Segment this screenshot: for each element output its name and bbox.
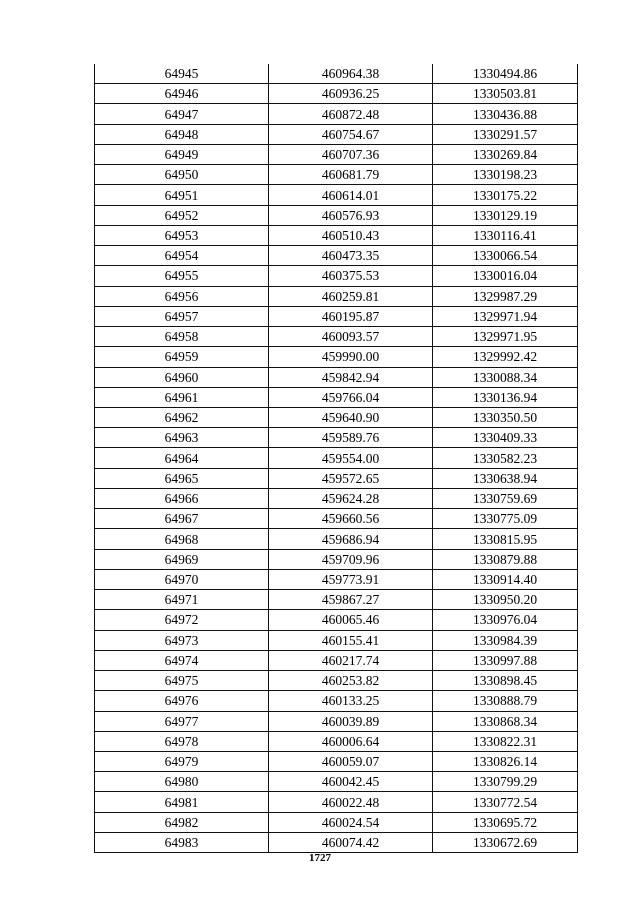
x-coordinate-cell: 460614.01 xyxy=(269,185,433,205)
x-coordinate-cell: 460473.35 xyxy=(269,246,433,266)
x-coordinate-cell: 459867.27 xyxy=(269,590,433,610)
table-row xyxy=(95,104,578,124)
point-id-cell: 64965 xyxy=(95,468,269,488)
table-row xyxy=(95,124,578,144)
x-coordinate-cell: 460872.48 xyxy=(269,104,433,124)
table-row xyxy=(95,407,578,427)
x-coordinate-cell: 460217.74 xyxy=(269,650,433,670)
point-id-cell: 64979 xyxy=(95,751,269,771)
table-row xyxy=(95,812,578,832)
x-coordinate-cell: 459554.00 xyxy=(269,448,433,468)
y-coordinate-cell: 1330868.34 xyxy=(433,711,578,731)
table-row xyxy=(95,64,578,84)
table-row xyxy=(95,610,578,630)
table-row xyxy=(95,246,578,266)
x-coordinate-cell: 459640.90 xyxy=(269,407,433,427)
table-row xyxy=(95,286,578,306)
y-coordinate-cell: 1330772.54 xyxy=(433,792,578,812)
y-coordinate-cell: 1330409.33 xyxy=(433,428,578,448)
y-coordinate-cell: 1330638.94 xyxy=(433,468,578,488)
table-row xyxy=(95,266,578,286)
x-coordinate-cell: 460042.45 xyxy=(269,772,433,792)
y-coordinate-cell: 1330984.39 xyxy=(433,630,578,650)
point-id-cell: 64961 xyxy=(95,387,269,407)
x-coordinate-cell: 459589.76 xyxy=(269,428,433,448)
point-id-cell: 64978 xyxy=(95,731,269,751)
y-coordinate-cell: 1330291.57 xyxy=(433,124,578,144)
y-coordinate-cell: 1330350.50 xyxy=(433,407,578,427)
y-coordinate-cell: 1330695.72 xyxy=(433,812,578,832)
table-row xyxy=(95,205,578,225)
y-coordinate-cell: 1330976.04 xyxy=(433,610,578,630)
table-row xyxy=(95,468,578,488)
y-coordinate-cell: 1329987.29 xyxy=(433,286,578,306)
table-row xyxy=(95,549,578,569)
x-coordinate-cell: 460006.64 xyxy=(269,731,433,751)
table-row xyxy=(95,751,578,771)
y-coordinate-cell: 1330136.94 xyxy=(433,387,578,407)
x-coordinate-cell: 460022.48 xyxy=(269,792,433,812)
table-row xyxy=(95,185,578,205)
x-coordinate-cell: 460059.07 xyxy=(269,751,433,771)
y-coordinate-cell: 1330436.88 xyxy=(433,104,578,124)
point-id-cell: 64959 xyxy=(95,347,269,367)
y-coordinate-cell: 1330898.45 xyxy=(433,671,578,691)
point-id-cell: 64976 xyxy=(95,691,269,711)
x-coordinate-cell: 459660.56 xyxy=(269,509,433,529)
table-row xyxy=(95,347,578,367)
table-row xyxy=(95,327,578,347)
y-coordinate-cell: 1330269.84 xyxy=(433,144,578,164)
x-coordinate-cell: 460375.53 xyxy=(269,266,433,286)
point-id-cell: 64948 xyxy=(95,124,269,144)
point-id-cell: 64981 xyxy=(95,792,269,812)
table-row xyxy=(95,529,578,549)
y-coordinate-cell: 1330799.29 xyxy=(433,772,578,792)
table-row xyxy=(95,144,578,164)
point-id-cell: 64970 xyxy=(95,569,269,589)
y-coordinate-cell: 1330815.95 xyxy=(433,529,578,549)
point-id-cell: 64975 xyxy=(95,671,269,691)
x-coordinate-cell: 459709.96 xyxy=(269,549,433,569)
y-coordinate-cell: 1330175.22 xyxy=(433,185,578,205)
y-coordinate-cell: 1330582.23 xyxy=(433,448,578,468)
point-id-cell: 64982 xyxy=(95,812,269,832)
y-coordinate-cell: 1330826.14 xyxy=(433,751,578,771)
point-id-cell: 64971 xyxy=(95,590,269,610)
point-id-cell: 64958 xyxy=(95,327,269,347)
point-id-cell: 64953 xyxy=(95,225,269,245)
y-coordinate-cell: 1329971.95 xyxy=(433,327,578,347)
x-coordinate-cell: 460253.82 xyxy=(269,671,433,691)
x-coordinate-cell: 460024.54 xyxy=(269,812,433,832)
y-coordinate-cell: 1330016.04 xyxy=(433,266,578,286)
table-row xyxy=(95,569,578,589)
table-row xyxy=(95,488,578,508)
x-coordinate-cell: 460155.41 xyxy=(269,630,433,650)
x-coordinate-cell: 460195.87 xyxy=(269,306,433,326)
table-row xyxy=(95,772,578,792)
x-coordinate-cell: 460681.79 xyxy=(269,165,433,185)
point-id-cell: 64962 xyxy=(95,407,269,427)
x-coordinate-cell: 460964.38 xyxy=(269,64,433,84)
y-coordinate-cell: 1329971.94 xyxy=(433,306,578,326)
table-row xyxy=(95,832,578,852)
y-coordinate-cell: 1330822.31 xyxy=(433,731,578,751)
point-id-cell: 64956 xyxy=(95,286,269,306)
table-row xyxy=(95,225,578,245)
x-coordinate-cell: 460936.25 xyxy=(269,84,433,104)
point-id-cell: 64974 xyxy=(95,650,269,670)
coordinate-table xyxy=(94,64,578,853)
table-row xyxy=(95,84,578,104)
y-coordinate-cell: 1330888.79 xyxy=(433,691,578,711)
x-coordinate-cell: 460065.46 xyxy=(269,610,433,630)
x-coordinate-cell: 460510.43 xyxy=(269,225,433,245)
table-row xyxy=(95,387,578,407)
x-coordinate-cell: 459572.65 xyxy=(269,468,433,488)
point-id-cell: 64967 xyxy=(95,509,269,529)
x-coordinate-cell: 460576.93 xyxy=(269,205,433,225)
table-row xyxy=(95,671,578,691)
point-id-cell: 64964 xyxy=(95,448,269,468)
x-coordinate-cell: 460259.81 xyxy=(269,286,433,306)
point-id-cell: 64977 xyxy=(95,711,269,731)
table-row xyxy=(95,509,578,529)
x-coordinate-cell: 459686.94 xyxy=(269,529,433,549)
table-row xyxy=(95,731,578,751)
point-id-cell: 64968 xyxy=(95,529,269,549)
x-coordinate-cell: 460039.89 xyxy=(269,711,433,731)
y-coordinate-cell: 1330950.20 xyxy=(433,590,578,610)
x-coordinate-cell: 460707.36 xyxy=(269,144,433,164)
table-row xyxy=(95,306,578,326)
table-row xyxy=(95,590,578,610)
point-id-cell: 64945 xyxy=(95,64,269,84)
y-coordinate-cell: 1330997.88 xyxy=(433,650,578,670)
point-id-cell: 64980 xyxy=(95,772,269,792)
x-coordinate-cell: 459766.04 xyxy=(269,387,433,407)
y-coordinate-cell: 1330116.41 xyxy=(433,225,578,245)
x-coordinate-cell: 459990.00 xyxy=(269,347,433,367)
point-id-cell: 64972 xyxy=(95,610,269,630)
table-row xyxy=(95,691,578,711)
point-id-cell: 64957 xyxy=(95,306,269,326)
point-id-cell: 64950 xyxy=(95,165,269,185)
coordinate-table-body xyxy=(95,64,578,853)
point-id-cell: 64951 xyxy=(95,185,269,205)
x-coordinate-cell: 460074.42 xyxy=(269,832,433,852)
table-row xyxy=(95,428,578,448)
y-coordinate-cell: 1330198.23 xyxy=(433,165,578,185)
point-id-cell: 64983 xyxy=(95,832,269,852)
x-coordinate-cell: 459842.94 xyxy=(269,367,433,387)
y-coordinate-cell: 1330775.09 xyxy=(433,509,578,529)
x-coordinate-cell: 460754.67 xyxy=(269,124,433,144)
y-coordinate-cell: 1329992.42 xyxy=(433,347,578,367)
table-row xyxy=(95,792,578,812)
y-coordinate-cell: 1330129.19 xyxy=(433,205,578,225)
x-coordinate-cell: 459773.91 xyxy=(269,569,433,589)
table-row xyxy=(95,448,578,468)
y-coordinate-cell: 1330672.69 xyxy=(433,832,578,852)
point-id-cell: 64960 xyxy=(95,367,269,387)
point-id-cell: 64946 xyxy=(95,84,269,104)
x-coordinate-cell: 460133.25 xyxy=(269,691,433,711)
y-coordinate-cell: 1330494.86 xyxy=(433,64,578,84)
point-id-cell: 64973 xyxy=(95,630,269,650)
point-id-cell: 64952 xyxy=(95,205,269,225)
x-coordinate-cell: 459624.28 xyxy=(269,488,433,508)
point-id-cell: 64949 xyxy=(95,144,269,164)
point-id-cell: 64966 xyxy=(95,488,269,508)
point-id-cell: 64955 xyxy=(95,266,269,286)
y-coordinate-cell: 1330914.40 xyxy=(433,569,578,589)
point-id-cell: 64954 xyxy=(95,246,269,266)
y-coordinate-cell: 1330879.88 xyxy=(433,549,578,569)
table-row xyxy=(95,711,578,731)
point-id-cell: 64969 xyxy=(95,549,269,569)
point-id-cell: 64947 xyxy=(95,104,269,124)
page-number: 1727 xyxy=(309,852,331,864)
table-row xyxy=(95,650,578,670)
table-row xyxy=(95,165,578,185)
point-id-cell: 64963 xyxy=(95,428,269,448)
x-coordinate-cell: 460093.57 xyxy=(269,327,433,347)
table-row xyxy=(95,630,578,650)
y-coordinate-cell: 1330066.54 xyxy=(433,246,578,266)
y-coordinate-cell: 1330503.81 xyxy=(433,84,578,104)
y-coordinate-cell: 1330759.69 xyxy=(433,488,578,508)
table-row xyxy=(95,367,578,387)
y-coordinate-cell: 1330088.34 xyxy=(433,367,578,387)
